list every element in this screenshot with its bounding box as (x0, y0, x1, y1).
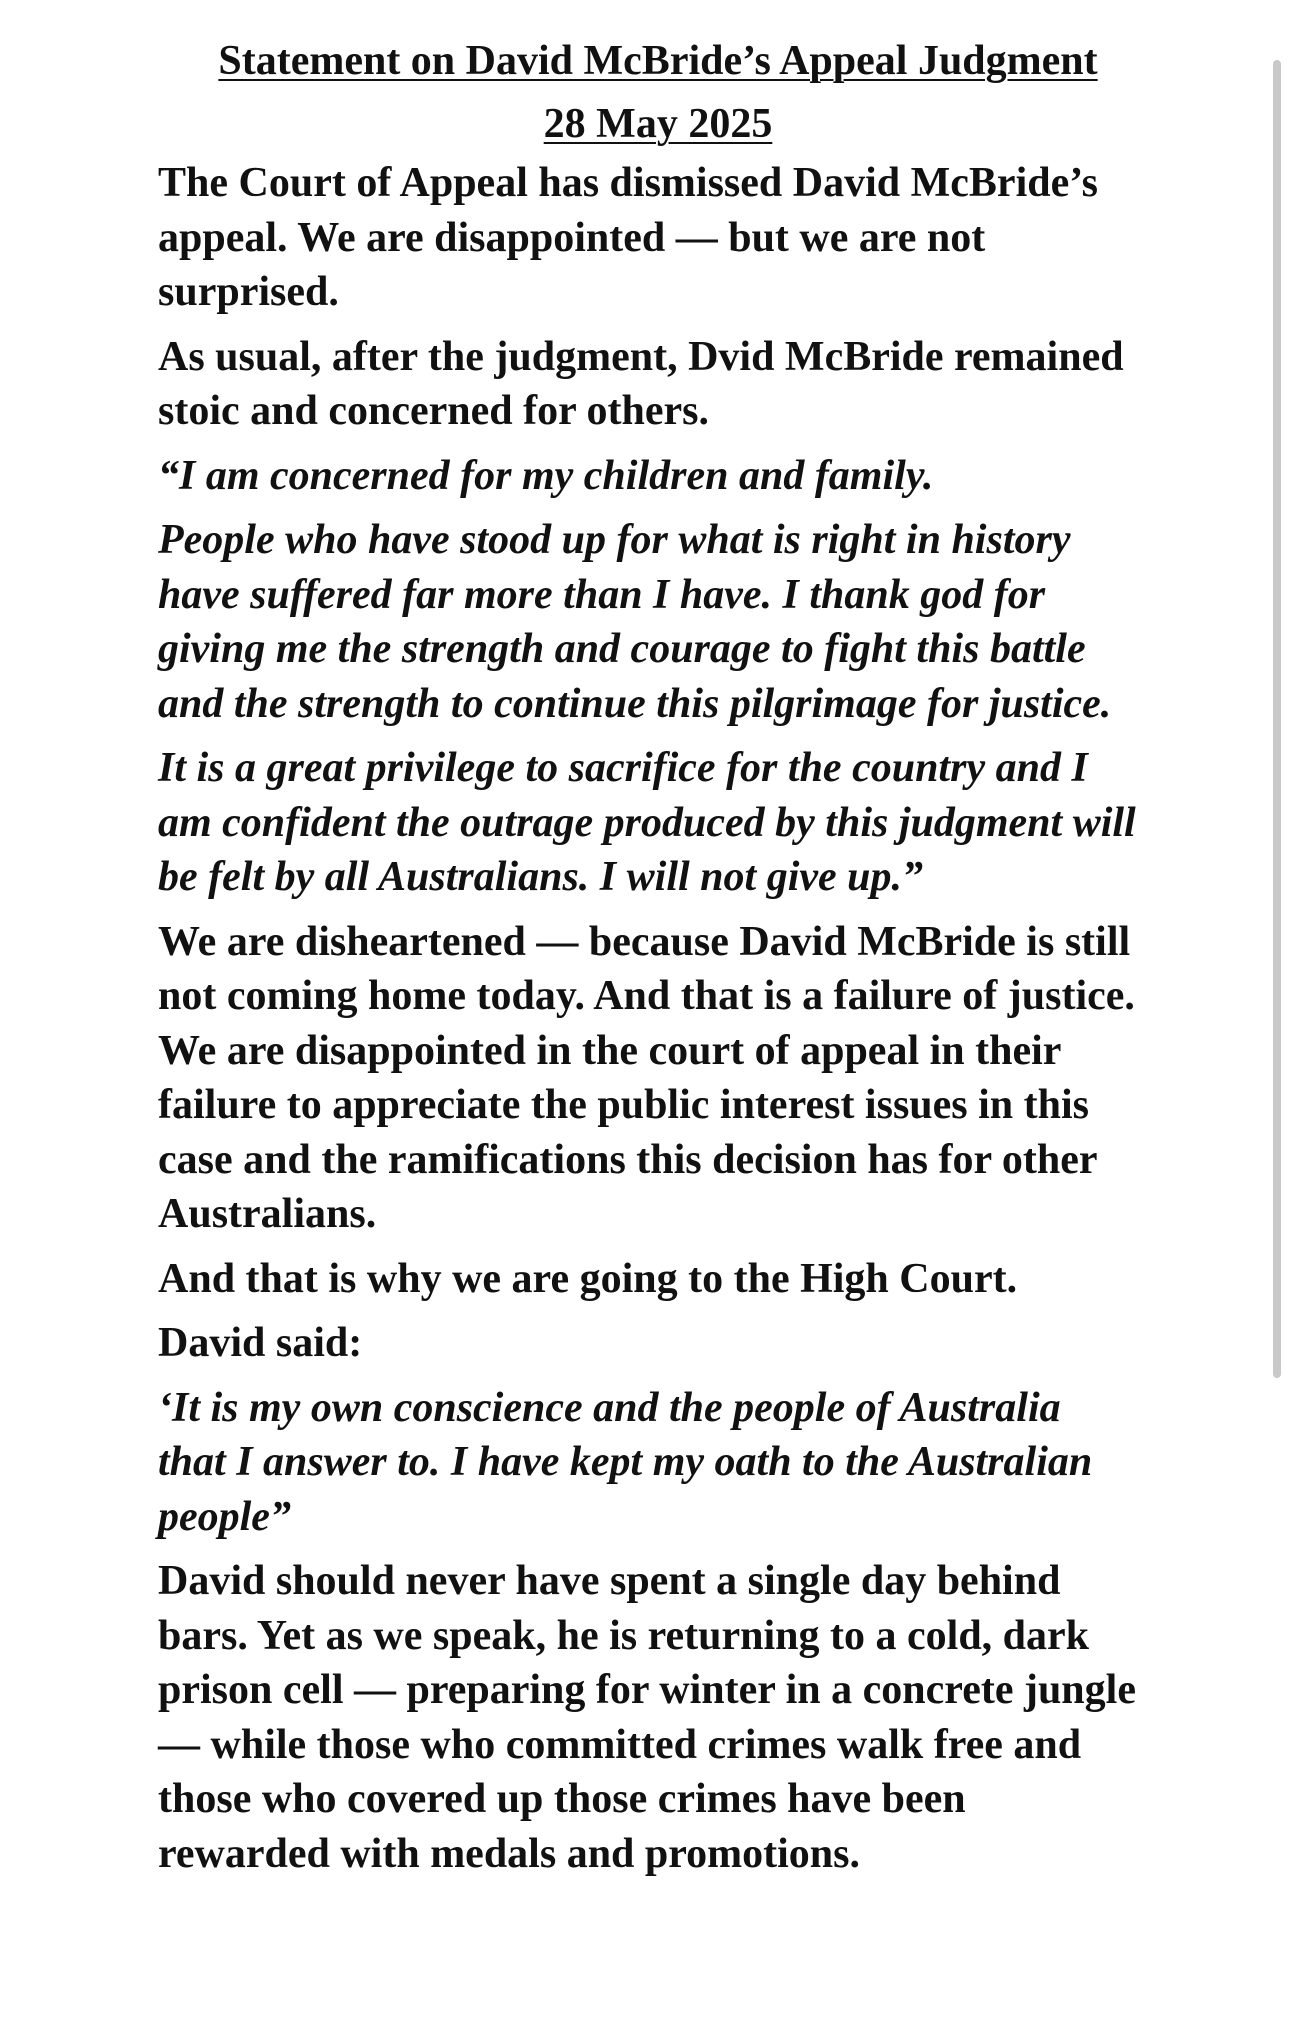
quote-concerned-family: “I am concerned for my children and family. (158, 452, 934, 499)
document-body (158, 30, 1138, 1891)
paragraph-appeal-dismissed: The Court of Appeal has dismissed David McBride’s appeal. We are disappointed — but we are not surprised. (158, 160, 1099, 315)
paragraph-disheartened: We are disheartened — because David McBride is still not coming home today. And that is a failure of justice. We are disappointed in the court of appeal in their failure to appreciate the public interest issues in this case and the ramifications this decision has for other Australians. (158, 918, 1135, 1237)
quote-conscience: ‘It is my own conscience and the people of Australia that I answer to. I have kept my oath to the Australian people” (158, 1384, 1093, 1540)
quote-privilege: It is a great privilege to sacrifice for the country and I am confident the outrage produced by this judgment will be felt by all Australians. I will not give up.” (158, 745, 1136, 900)
paragraph-high-court: And that is why we are going to the High Court. (158, 1255, 1018, 1302)
paragraph-stoic: As usual, after the judgment, Dvid McBride remained stoic and concerned for others. (158, 333, 1124, 434)
document-title: Statement on David McBride’s Appeal Judgment (218, 38, 1098, 84)
vertical-scrollbar[interactable] (1273, 60, 1281, 1378)
paragraph-behind-bars: David should never have spent a single day behind bars. Yet as we speak, he is returning to a cold, dark prison cell — preparing for winter in a concrete jungle — while those who committed crimes walk free and those who covered up those crimes have been rewarded with medals and promotions. (158, 1558, 1136, 1877)
paragraph-david-said: David said: (158, 1320, 363, 1366)
quote-stood-up: People who have stood up for what is right in history have suffered far more than I have. I thank god for giving me the strength and courage to fight this battle and the strength to continue this pilgrimage for justice. (158, 517, 1112, 727)
document-date: 28 May 2025 (543, 101, 773, 147)
